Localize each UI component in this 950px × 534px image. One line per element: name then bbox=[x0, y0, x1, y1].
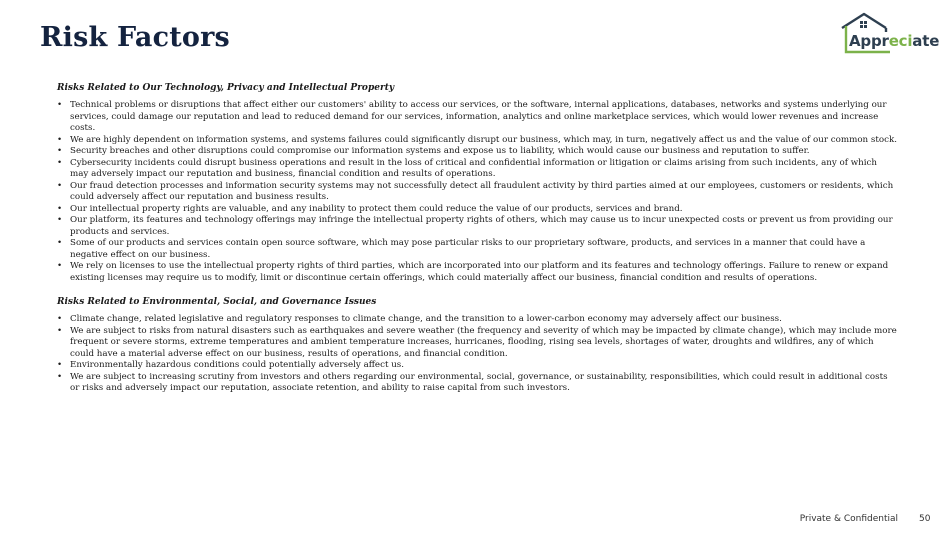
footer-confidential-label: Private & Confidential bbox=[799, 514, 898, 524]
page-number: 50 bbox=[919, 514, 931, 524]
section-heading-technology: Risks Related to Our Technology, Privacy and Intellectual Property bbox=[57, 83, 395, 93]
appreciate-logo bbox=[838, 10, 942, 56]
logo-wordmark bbox=[849, 32, 939, 50]
list-item: • Our intellectual property rights are valuable, and any inability to protect them could reduce the value of our products, services and brand. bbox=[57, 204, 897, 216]
logo-text-part1: Appr bbox=[849, 32, 889, 50]
list-item: • We rely on licenses to use the intellectual property rights of third parties, which are incorporated into our platform and its features and technology offerings. Failure to renew or expand existing licenses may require us to modify, limit or discontinue certain offerings, which could materially affect our business, financial condition and results of operations. bbox=[57, 261, 897, 284]
page-title: Risk Factors bbox=[40, 22, 230, 53]
section-heading-esg: Risks Related to Environmental, Social, and Governance Issues bbox=[57, 297, 377, 307]
list-item: • Our fraud detection processes and information security systems may not successfully detect all fraudulent activity by third parties aimed at our employees, customers or residents, which could adversely affect our reputation and business results. bbox=[57, 181, 897, 204]
logo-text-part3: ate bbox=[912, 32, 940, 50]
esg-risk-list bbox=[57, 314, 897, 395]
list-item: • Environmentally hazardous conditions could potentially adversely affect us. bbox=[57, 360, 897, 372]
list-item: • Some of our products and services contain open source software, which may pose particular risks to our proprietary software, products, and services in a manner that could have a negative effect on our business. bbox=[57, 238, 897, 261]
list-item: • Cybersecurity incidents could disrupt business operations and result in the loss of critical and confidential information or litigation or claims arising from such incidents, any of which may adversely impact our reputation and business, financial condition and results of operations. bbox=[57, 158, 897, 181]
list-item: • Security breaches and other disruptions could compromise our information systems and expose us to liability, which would cause our business and reputation to suffer. bbox=[57, 146, 897, 158]
list-item: • We are subject to increasing scrutiny from investors and others regarding our environmental, social, governance, or sustainability, responsibilities, which could result in additional costs or risks and adversely impact our reputation, associate retention, and ability to raise capital from such investors. bbox=[57, 372, 897, 395]
list-item: • Climate change, related legislative and regulatory responses to climate change, and the transition to a lower-carbon economy may adversely affect our business. bbox=[57, 314, 897, 326]
risk-factors-content bbox=[57, 82, 897, 395]
technology-risk-list bbox=[57, 100, 897, 284]
list-item: • Technical problems or disruptions that affect either our customers' ability to access our services, or the software, internal applications, databases, networks and systems underlying our services, could damage our reputation and lead to reduced demand for our services, information, analytics and online marketplace services, which would lower revenues and increase costs. bbox=[57, 100, 897, 135]
list-item: • We are subject to risks from natural disasters such as earthquakes and severe weather (the frequency and severity of which may be impacted by climate change), which may include more frequent or severe storms, extreme temperatures and ambient temperature increases, hurricanes, flooding, rising sea levels, shortages of water, droughts and wildfires, any of which could have a material adverse effect on our business, results of operations, and financial condition. bbox=[57, 326, 897, 361]
list-item: • Our platform, its features and technology offerings may infringe the intellectual property rights of others, which may cause us to incur unexpected costs or prevent us from providing our products and services. bbox=[57, 215, 897, 238]
logo-text-part2: eci bbox=[888, 32, 913, 50]
list-item: • We are highly dependent on information systems, and systems failures could significantly disrupt our business, which may, in turn, negatively affect us and the value of our common stock. bbox=[57, 135, 897, 147]
